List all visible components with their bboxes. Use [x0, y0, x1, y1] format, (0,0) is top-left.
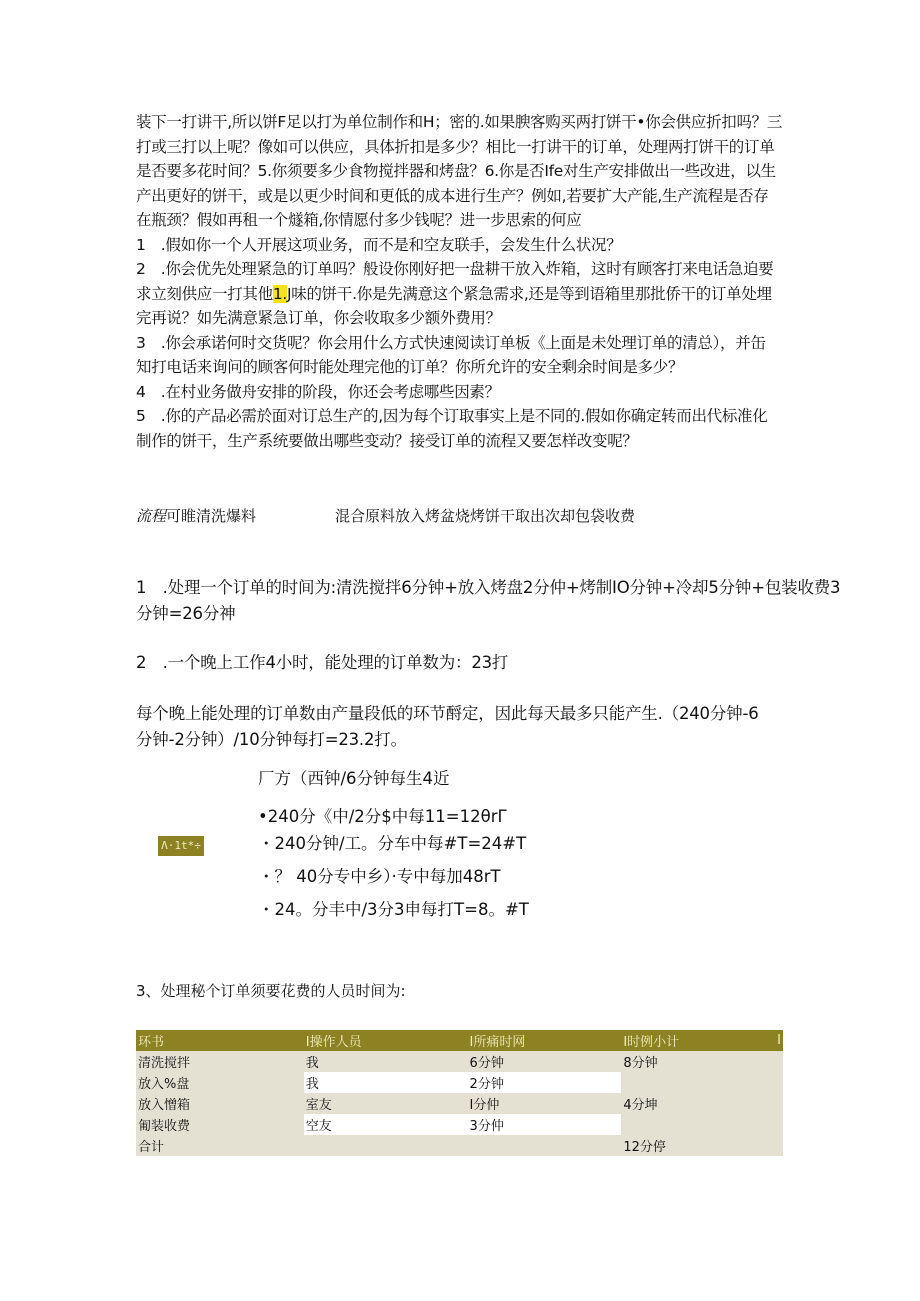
table-row	[136, 1114, 783, 1135]
table-cell	[621, 1114, 775, 1135]
calc-line: •240分《中/2分$中每11=12θrΓ	[258, 807, 507, 826]
paragraph-line: 装下一打讲干,所以饼F足以打为单位制作和H；密的.如果腴客购买两打饼干•你会供应折扣吗？三	[136, 113, 783, 131]
paragraph-line: 打或三打以上呢？像如可以供应，具体折扣是多少？相比一打讲干的订单，处理两打饼干的订单	[136, 137, 775, 156]
table-cell: 8分钟	[621, 1051, 775, 1072]
table-cell: 6分钟	[468, 1051, 622, 1072]
item-2: 2 .一个晚上工作4小时，能处理的订单数为：23打	[136, 653, 509, 672]
table-row	[136, 1093, 783, 1114]
question-3: 3 .你会承诺何时交货呢？你会用什么方式快速阅读订单板《上面是未处理订单的清总），并缶	[136, 333, 766, 352]
staff-time-table	[136, 1030, 783, 1156]
table-cell: 我	[304, 1051, 468, 1072]
flow-steps: 混合原料放入烤盆烧烤饼干取出次却包袋收费	[335, 507, 636, 525]
header-cell: I操作人员	[304, 1030, 468, 1051]
question-5-cont: 制作的饼干，生产系统要做出哪些变动？接受订单的流程又要怎样改变呢？	[136, 431, 638, 450]
flow-label	[136, 505, 256, 526]
total-value: 12分停	[621, 1135, 775, 1156]
flow-part1: 可睢清洗爆料	[166, 507, 257, 525]
explanation	[136, 701, 759, 753]
table-cell: I分仲	[468, 1093, 622, 1114]
calc-line: ・24。分丰中/3分3申每打T=8。#T	[258, 900, 529, 919]
question-2-cont	[136, 282, 786, 307]
table-cell: 空友	[304, 1114, 468, 1135]
header-cell: 环书	[136, 1030, 304, 1051]
table-row	[136, 1051, 783, 1072]
table-total-row	[136, 1135, 783, 1156]
item-1-line: 分钟=26分神	[136, 604, 236, 623]
question-1: 1 .假如你一个人开展这项业务，而不是和空友联手，会发生什么状况？	[136, 235, 622, 254]
section-3-title: 3、处理秘个订单须要花费的人员时间为:	[136, 982, 406, 1000]
table-cell: 2分钟	[468, 1072, 622, 1093]
flow-italic: 流程	[136, 507, 167, 525]
explanation-line: 每个晚上能处理的订单数由产量段低的环节酹定，因此每天最多只能产生.（240分钟-6	[136, 704, 759, 723]
header-cell: I所痛时网	[468, 1030, 622, 1051]
question-2: 2 .你会优先处理紧急的订单吗？般设你刚好把一盘耕干放入炸箱，这时有顾客打来电话急迫要	[136, 260, 774, 278]
item-1-line: 1 .处理一个订单的时间为:清洗搅拌6分钟+放入烤盘2分仲+烤制IO分钟+冷却5分钟+包装收费3	[136, 578, 841, 597]
question-2-end: 完再说？如先满意紧急订单，你会收取多少额外费用？	[136, 309, 501, 327]
table-cell: 室友	[304, 1093, 468, 1114]
question-5: 5 .你的产品必需於面对订总生产的,因为每个订取事实上是不同的.假如你确定转而出代标准化	[136, 407, 768, 425]
table-cell	[621, 1072, 775, 1093]
question-3-cont: 知打电话来询问的顾客何时能处理完他的订单？你所允许的安全剩余时间是多少？	[136, 358, 684, 376]
calc-heading: 厂方（西钟/6分钟每生4近	[258, 769, 450, 788]
intro-paragraph	[136, 110, 786, 453]
highlight-mark: 1.	[272, 284, 288, 303]
paragraph-line: 是否要多花时间？5.你须要多少食物搅拌器和烤盘？6.你是否Ife对生产安排做出一些改进，以生	[136, 162, 776, 180]
header-cell: I时例小计	[621, 1030, 775, 1051]
calc-line: ・？ 40分专中乡）·专中每加48rT	[258, 867, 501, 886]
table-cell: 4分坤	[621, 1093, 775, 1114]
total-label: 合计	[136, 1135, 304, 1156]
table-cell: 清洗搅拌	[136, 1051, 304, 1072]
question-4: 4 .在村业务做舟安排的阶段，你还会考虑哪些因素？	[136, 382, 500, 401]
formula-tag: Λ·1t*÷	[158, 836, 204, 856]
table-cell: 放入%盘	[136, 1072, 304, 1093]
table-row	[136, 1072, 783, 1093]
paragraph-line: 产出更好的饼干，或是以更少时间和更低的成本进行生产？例如,若要扩大产能,生产流程是否存	[136, 186, 769, 205]
table-cell: 匍装收费	[136, 1114, 304, 1135]
table-header-row	[136, 1030, 783, 1051]
calc-line: ・240分钟/工。分车中每#T=24#T	[258, 834, 527, 853]
table-cell: 3分仲	[468, 1114, 622, 1135]
header-cell: I	[775, 1030, 783, 1051]
table-cell: 我	[304, 1072, 468, 1093]
item-1	[136, 575, 840, 627]
question-2-text-b: J味的饼干.你是先满意这个紧急需求,还是等到语箱里那批侨干的订单处埋	[287, 284, 772, 303]
table-cell: 放入憎箱	[136, 1093, 304, 1114]
paragraph-line: 在瓶颈？假如再租一个燧箱,你情愿付多少钱呢？进一步思索的何应	[136, 211, 582, 229]
question-2-text-a: 求立刻供应一打其他	[136, 284, 273, 303]
explanation-line: 分钟-2分钟）/10分钟每打=23.2打。	[136, 730, 407, 749]
